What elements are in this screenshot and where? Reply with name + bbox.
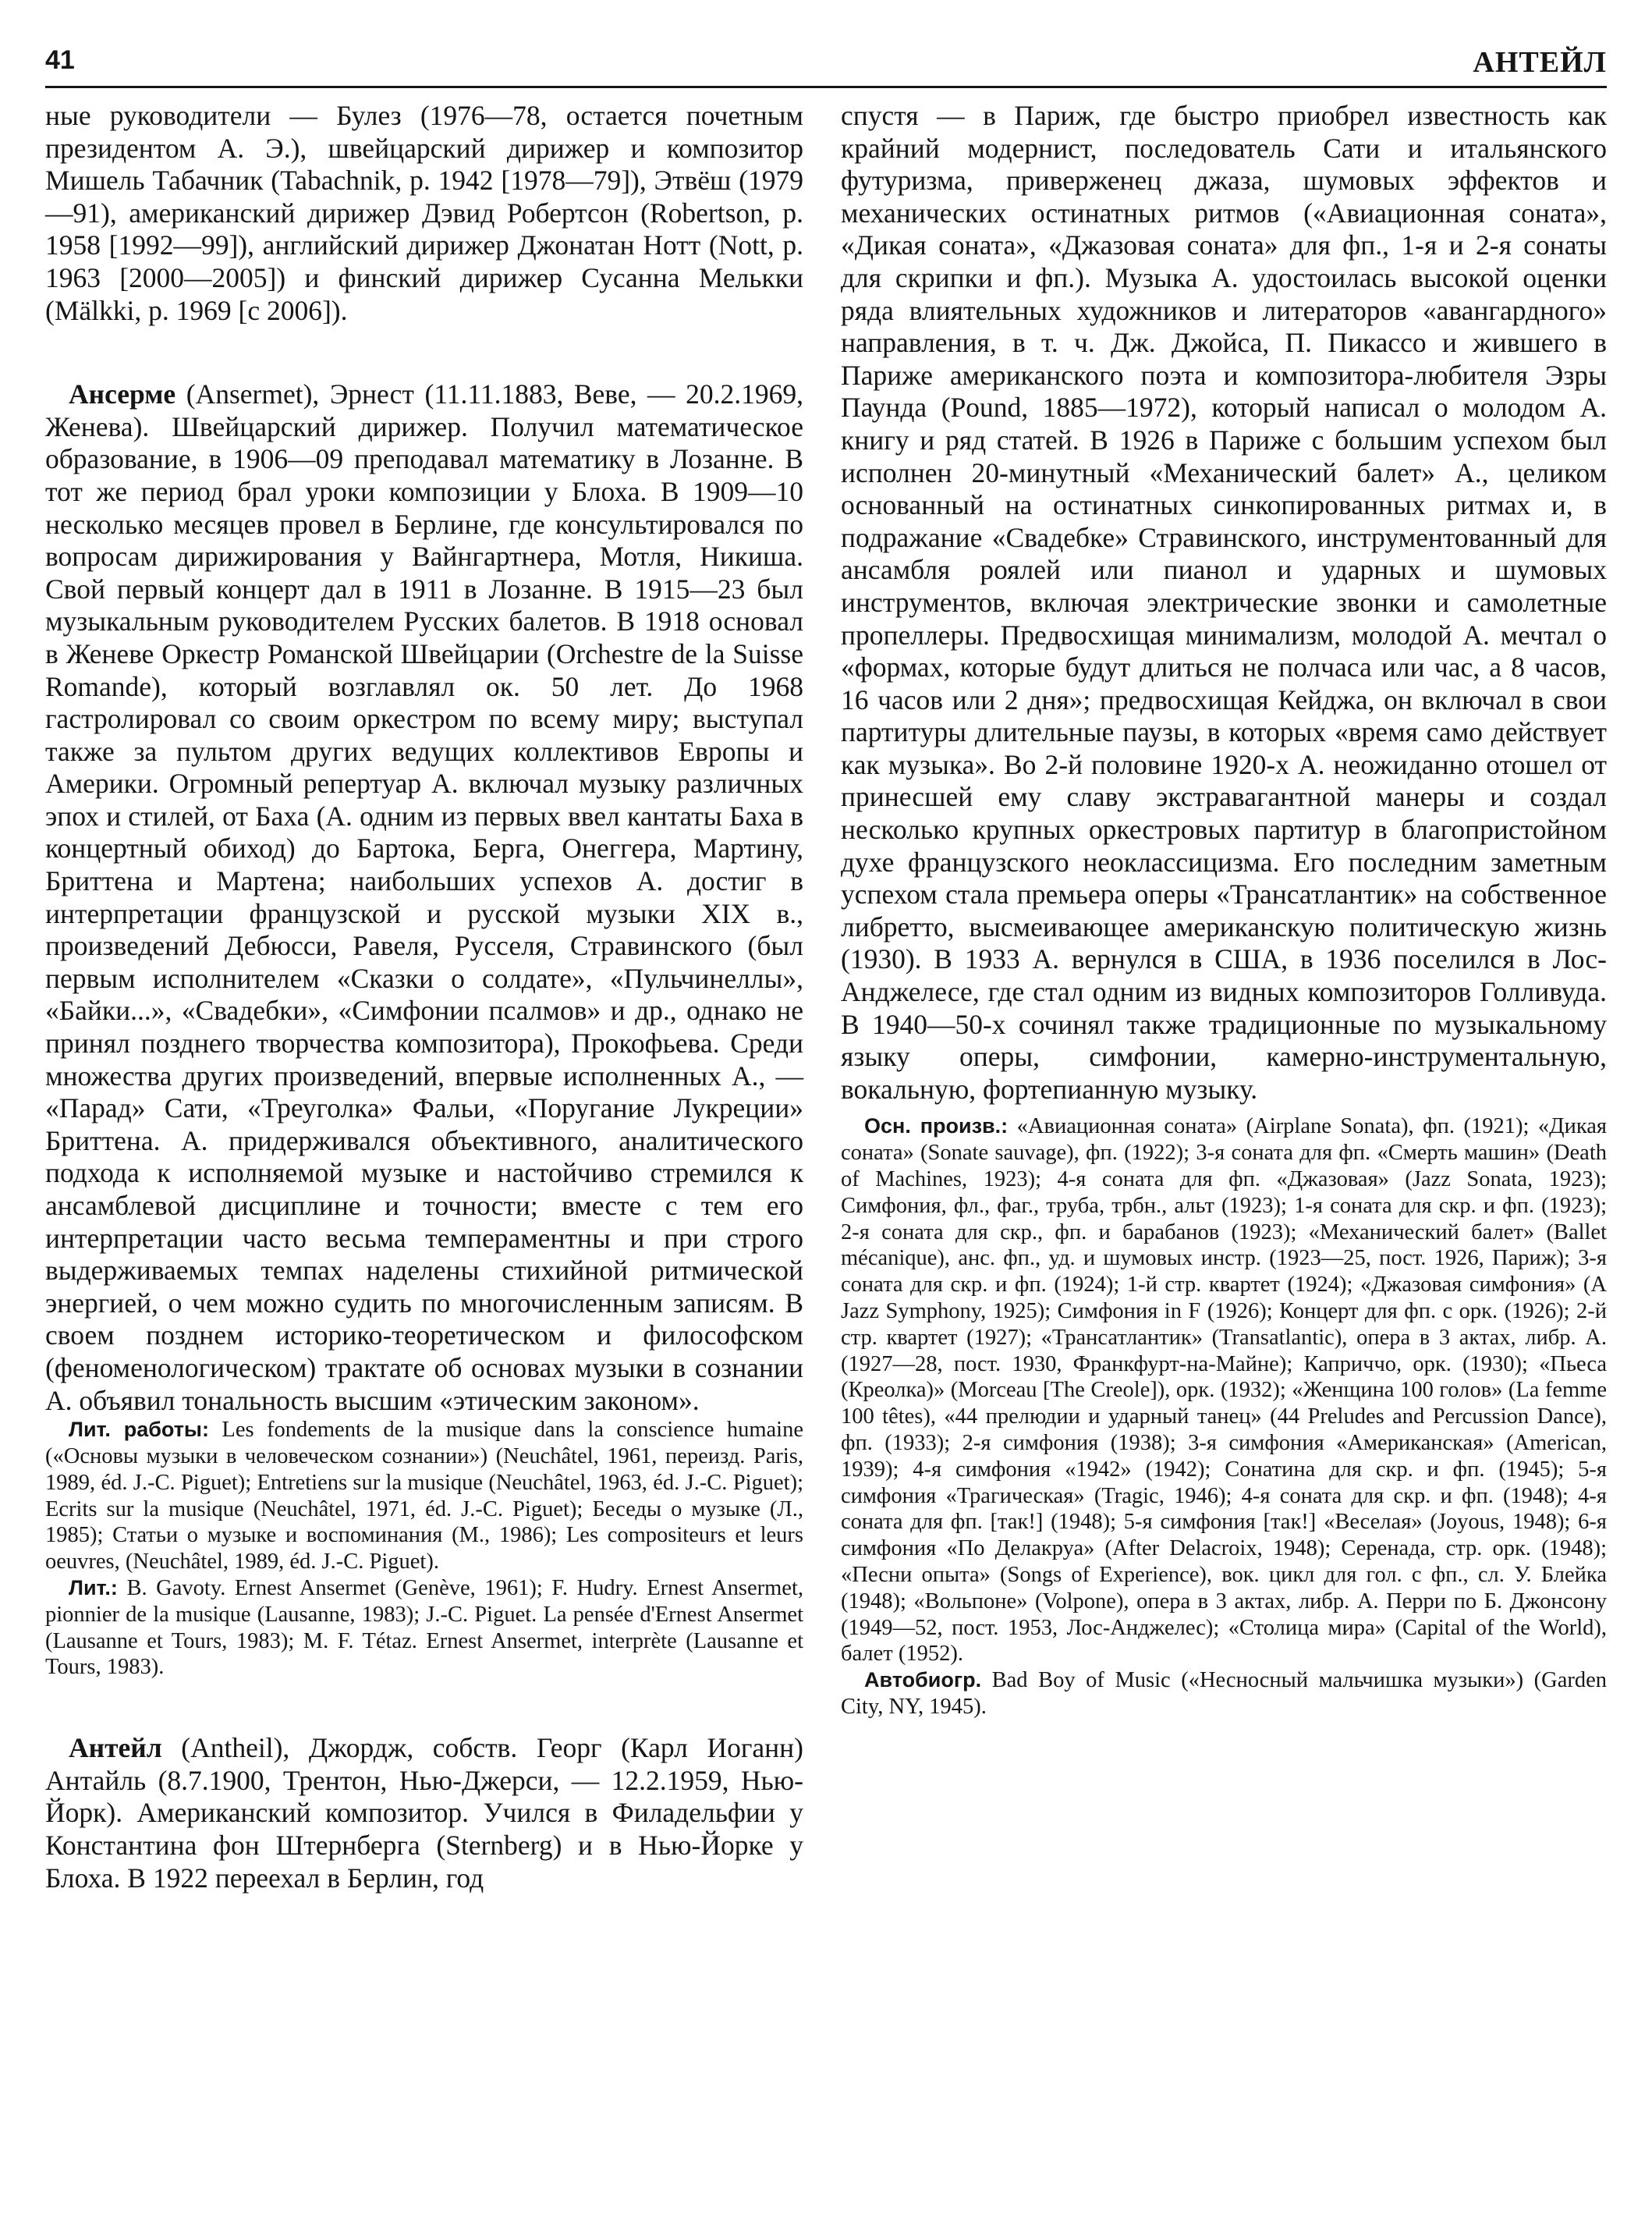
header-rule xyxy=(45,86,1607,88)
entry-ansermet xyxy=(45,378,803,1417)
right-column xyxy=(841,100,1607,1720)
antheil-works xyxy=(841,1113,1607,1667)
entry-headword: Антейл xyxy=(69,1732,162,1764)
literature-label: Лит.: xyxy=(69,1575,118,1599)
entry-text: (Antheil), Джордж, собств. Георг (Карл Иоганн) Антайль (8.7.1900, Трентон, Нью-Джерси, — 12.2.1959, Нью-Йорк). Американский композитор. Учился в Филадельфии у Константина фон Штернберга (Sternberg) и в Нью-Йорке у Блоха. В 1922 переехал в Берлин, год xyxy=(45,1732,803,1894)
entry-text: (Ansermet), Эрнест (11.11.1883, Веве, — 20.2.1969, Женева). Швейцарский дирижер. Получил математическое образование, в 1906—09 преподавал математику в Лозанне. В тот же период брал уроки композиции у Блоха. В 1909—10 несколько месяцев провел в Берлине, где консультировался по вопросам дирижирования у Вайнгартнера, Мотля, Никиша. Свой первый концерт дал в 1911 в Лозанне. В 1915—23 был музыкальным руководителем Русских балетов. В 1918 основал в Женеве Оркестр Романской Швейцарии (Orchestre de la Suisse Romande), который возглавлял ок. 50 лет. До 1968 гастролировал со своим оркестром по всему миру; выступал также за пультом других ведущих коллективов Европы и Америки. Огромный репертуар А. включал музыку различных эпох и стилей, от Баха (А. одним из первых ввел кантаты Баха в концертный обиход) до Бартока, Берга, Онеггера, Мартину, Бриттена и Мартена; наибольших успехов А. достиг в интерпретации французской и русской музыки XIX в., произведений Дебюсси, Равеля, Русселя, Стравинского (был первым исполнителем «Сказки о солдате», «Пульчинеллы», «Байки...», «Свадебки», «Симфонии псалмов» и др., однако не принял позднего творчества композитора), Прокофьева. Среди множества других произведений, впервые исполненных А., — «Парад» Сати, «Треуголка» Фальи, «Поругание Лукреции» Бриттена. А. придерживался объективного, аналитического подхода к исполняемой музыке и настойчиво стремился к ансамблевой дисциплине и точности; вместе с тем его интерпретации часто весьма темпераментны и при строго выдерживаемых темпах наделены стихийной ритмической энергией, о чем можно судить по многочисленным записям. В своем позднем историко-теоретическом и философском (феноменологическом) трактате об основах музыки в сознании А. объявил тональность высшим «этическим законом». xyxy=(45,378,803,1416)
entry-headword: Ансерме xyxy=(69,378,176,410)
ansermet-literature xyxy=(45,1575,803,1681)
left-column xyxy=(45,100,803,1894)
ansermet-works xyxy=(45,1417,803,1575)
page-number: 41 xyxy=(45,45,75,75)
works-label: Осн. произв.: xyxy=(864,1114,1009,1138)
autobiography-text: Bad Boy of Music («Несносный мальчишка музыки») (Garden City, NY, 1945). xyxy=(841,1668,1607,1719)
autobiography-label: Автобиогр. xyxy=(864,1668,982,1692)
works-text: «Авиационная соната» (Airplane Sonata), фп. (1921); «Дикая соната» (Sonate sauvage), фп. (1922); 3-я соната для фп. «Смерть машин» (Death of Machines, 1923); 4-я соната для фп. «Джазовая» (Jazz Sonata, 1923); Симфония, фл., фаг., труба, трбн., альт (1923); 1-я соната для скр. и фп. (1923); 2-я соната для скр., фп. и барабанов (1923); «Механический балет» (Ballet mécanique), анс. фп., уд. и шумовых инстр. (1923—25, пост. 1926, Париж); 3-я соната для скр. и фп. (1924); 1-й стр. квартет (1924); «Джазовая симфония» (A Jazz Symphony, 1925); Симфония in F (1926); Концерт для фп. с орк. (1926); 2-й стр. квартет (1927); «Трансатлантик» (Transatlantic), опера в 3 актах, либр. А. (1927—28, пост. 1930, Франкфурт-на-Майне); Каприччо, орк. (1930); «Пьеса (Креолка)» (Morceau [The Creole]), орк. (1932); «Женщина 100 голов» (La femme 100 têtes), «44 прелюдии и ударный танец» (44 Preludes and Percussion Dance), фп. (1933); 2-я симфония (1938); 3-я симфония «Американская» (American, 1939); 4-я симфония «1942» (1942); Сонатина для скр. и фп. (1945); 5-я симфония «Трагическая» (Tragic, 1946); 4-я соната для скр. и фп. (1948); 4-я соната для фп. [так!] (1948); 5-я симфония [так!] «Веселая» (Joyous, 1948); 6-я симфония «По Делакруа» (After Delacroix, 1948); Серенада, стр. орк. (1948); «Песни опыта» (Songs of Experience), вок. цикл для гол. с фп., сл. У. Блейка (1948); «Вольпоне» (Volpone), опера в 3 актах, либр. А. Перри по Б. Джонсону (1949—52, пост. 1953, Лос-Анджелес); «Столица мира» (Capital of the World), балет (1952). xyxy=(841,1114,1608,1667)
running-head: АНТЕЙЛ xyxy=(1473,46,1607,79)
entry-antheil xyxy=(45,1732,803,1894)
antheil-autobiography xyxy=(841,1667,1607,1720)
page-header xyxy=(45,42,1607,89)
works-label: Лит. работы: xyxy=(69,1418,209,1442)
works-text: Les fondements de la musique dans la conscience humaine («Основы музыки в человеческом сознании») (Neuchâtel, 1961, переизд. Paris, 1989, éd. J.-C. Piguet); Entretiens sur la musique (Neuchâtel, 1963, éd. J.-C. Piguet); Ecrits sur la musique (Neuchâtel, 1971, éd. J.-C. Piguet); Беседы о музыке (Л., 1985); Статьи о музыке и воспоминания (М., 1986); Les compositeurs et leurs oeuvres, (Neuchâtel, 1989, éd. J.-C. Piguet). xyxy=(45,1418,803,1574)
continuation-paragraph: ные руководители — Булез (1976—78, остается почетным президентом А. Э.), швейцарский дирижер и композитор Мишель Табачник (Tabachnik, р. 1942 [1978—79]), Этвёш (1979—91), американский дирижер Дэвид Робертсон (Robertson, р. 1958 [1992—99]), английский дирижер Джонатан Нотт (Nott, р. 1963 [2000—2005]) и финский дирижер Сусанна Мелькки (Mälkki, р. 1969 [с 2006]). xyxy=(45,100,803,326)
antheil-continuation: спустя — в Париж, где быстро приобрел известность как крайний модернист, последователь Сати и итальянского футуризма, приверженец джаза, шумовых эффектов и механических остинатных ритмов («Авиационная соната», «Дикая соната», «Джазовая соната» для фп., 1-я и 2-я сонаты для скрипки и фп.). Музыка А. удостоилась высокой оценки ряда влиятельных художников и литераторов «авангардного» направления, в т. ч. Дж. Джойса, П. Пикассо и жившего в Париже американского поэта и композитора-любителя Эзры Паунда (Pound, 1885—1972), который написал о молодом А. книгу и ряд статей. В 1926 в Париже с большим успехом был исполнен 20-минутный «Механический балет» А., целиком основанный на остинатных синкопированных ритмах и, в подражание «Свадебке» Стравинского, инструментованный для ансамбля роялей или пианол и ударных и шумовых инструментов, включая электрические звонки и самолетные пропеллеры. Предвосхищая минимализм, молодой А. мечтал о «формах, которые будут длиться не полчаса или час, а 8 часов, 16 часов или 2 дня»; предвосхищая Кейджа, он включал в свои партитуры длительные паузы, в которых «время само действует как музыка». Во 2-й половине 1920-х А. неожиданно отошел от принесшей ему славу экстравагантной манеры и создал несколько крупных оркестровых партитур в благопристойном духе французского неоклассицизма. Его последним заметным успехом стала премьера оперы «Трансатлантик» на собственное либретто, высмеивающее американскую политическую жизнь (1930). В 1933 А. вернулся в США, в 1936 поселился в Лос-Анджелесе, где стал одним из видных композиторов Голливуда. В 1940—50-х сочинял также традиционные по музыкальному языку оперы, симфонии, камерно-инструментальную, вокальную, фортепианную музыку. xyxy=(841,100,1607,1105)
literature-text: B. Gavoty. Ernest Ansermet (Genève, 1961); F. Hudry. Ernest Ansermet, pionnier de la musique (Lausanne, 1983); J.-C. Piguet. La pensée d'Ernest Ansermet (Lausanne et Tours, 1983); M. F. Tétaz. Ernest Ansermet, interprète (Lausanne et Tours, 1983). xyxy=(45,1575,803,1680)
